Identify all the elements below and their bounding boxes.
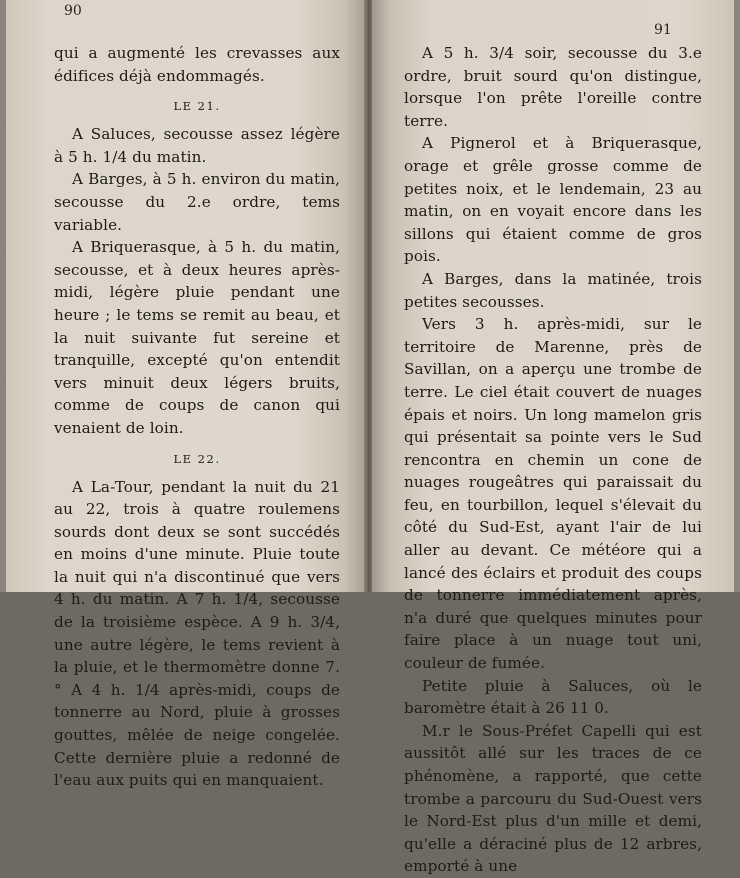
paragraph-briquerasque-21: A Briquerasque, à 5 h. du matin, secousse, et à deux heures après-midi, légère pluie pendant une heure ; le tems se remit au beau, et la nuit suivante fut sereine et tranquille, excepté qu'on entendit vers minuit deux légers bruits, comme de coups de canon qui venaient de loin. <box>54 238 340 437</box>
paragraph-la-tour-22: A La-Tour, pendant la nuit du 21 au 22, trois à quatre roulemens sourds dont deux se sont succédés en moins d'une minute. Pluie toute la nuit qui n'a discontinué que vers 4 h. du matin. A 7 h. 1/4, secousse de la troisième espèce. A 9 h. 3/4, une autre légère, le tems revient à la pluie, et le thermomètre donne 7.° A 4 h. 1/4 après-midi, coups de tonnerre au Nord, pluie à grosses gouttes, mêlée de neige congelée. Cette dernière pluie a redonné de l'eau aux puits qui en manquaient. <box>54 477 340 790</box>
left-page-number: 90 <box>64 3 82 19</box>
paragraph-trombe-marenne: Vers 3 h. après-midi, sur le territoire de Marenne, près de Savillan, on a aperçu une trombe de terre. Le ciel était couvert de nuages épais et noirs. Un long mamelon gris qui présentait sa pointe vers le Sud rencontra en chemin un cone de nuages rougeâtres qui paraissait du feu, en tourbillon, lequel s'élevait du côté du Sud-Est, ayant l'air de lui aller au devant. Ce météore qui a lancé des éclairs et produit des coups de tonnerre immédiatement après, n'a duré que quelques minutes pour faire place à un nuage tout uni, couleur de fumée. <box>404 315 702 673</box>
left-page <box>6 0 366 790</box>
section-heading-21: LE 21. <box>173 99 221 114</box>
paragraph-pignerol-orage: A Pignerol et à Briquerasque, orage et grêle grosse comme de petites noix, et le lendemain, 23 au matin, on en voyait encore dans les sillons qui étaient comme de gros pois. <box>404 134 702 266</box>
right-page-text <box>404 42 702 878</box>
right-page-number: 91 <box>654 22 672 38</box>
paragraph-barges-matinee: A Barges, dans la matinée, trois petites secousses. <box>404 269 702 311</box>
continuation-paragraph: qui a augmenté les crevasses aux édifices déjà endommagés. <box>54 44 340 85</box>
section-heading-22: LE 22. <box>173 451 221 466</box>
right-page <box>372 0 734 876</box>
paragraph-barges-21: A Barges, à 5 h. environ du matin, secousse du 2.e ordre, tems variable. <box>54 170 340 234</box>
paragraph-evening-secousse: A 5 h. 3/4 soir, secousse du 3.e ordre, bruit sourd qu'on distingue, lorsque l'on prête l'oreille contre terre. <box>404 44 702 130</box>
left-page-text <box>54 42 340 792</box>
paragraph-pluie-saluces: Petite pluie à Saluces, où le baromètre était à 26 11 0. <box>404 676 702 718</box>
paragraph-saluces-21: A Saluces, secousse assez légère à 5 h. 1/4 du matin. <box>54 125 340 166</box>
paragraph-sous-prefet: M.r le Sous-Préfet Capelli qui est aussitôt allé sur les traces de ce phénomène, a rapporté, que cette trombe a parcouru du Sud-Ouest vers le Nord-Est plus d'un mille et demi, qu'elle a déraciné plus de 12 arbres, emporté à une <box>404 721 702 876</box>
